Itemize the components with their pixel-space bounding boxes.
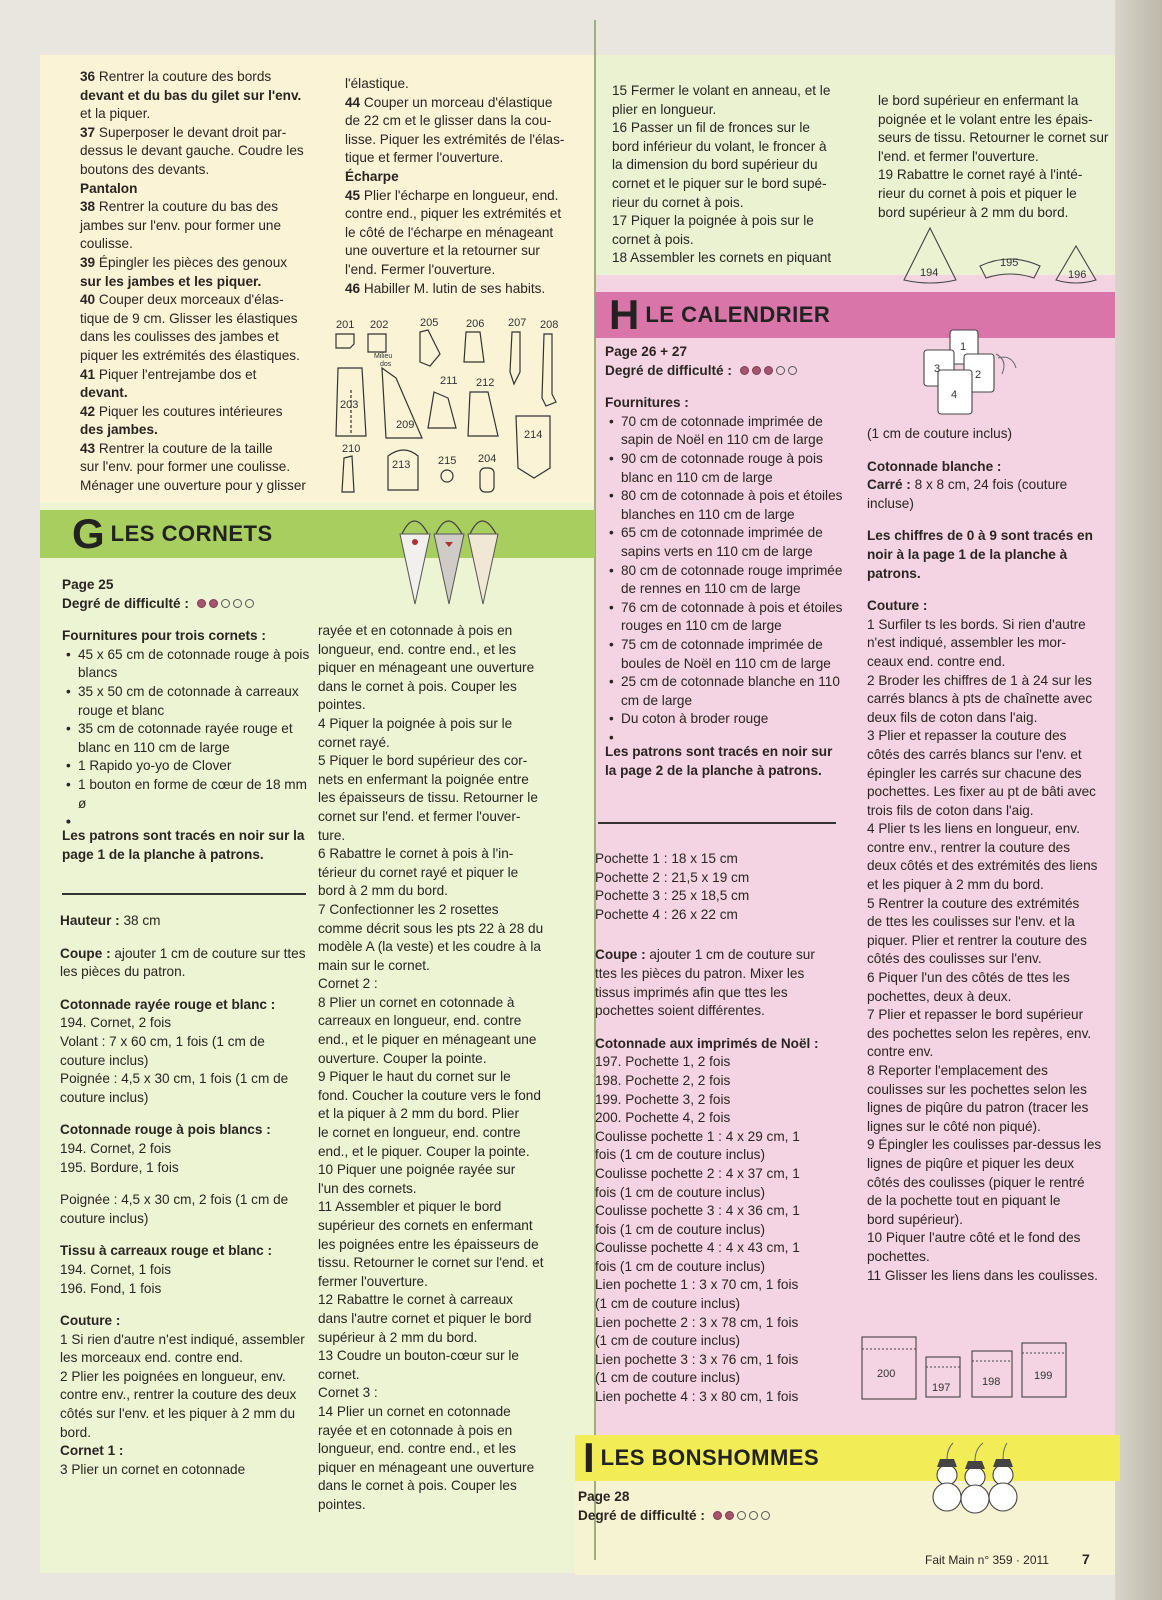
piece-label: 201 [336, 319, 355, 331]
step-text: rieur du cornet à pois et piquer le [878, 185, 1077, 201]
list-item: • 76 cm de cotonnade à pois et étoiles rouges en 110 cm de large [605, 599, 845, 636]
step-text: cornet. [318, 1366, 360, 1382]
piece-label: 204 [478, 453, 497, 465]
step-text: cornet à pois. [612, 231, 694, 247]
col3-top [612, 82, 852, 268]
h-fabric-piece: (1 cm de couture inclus) [595, 1370, 741, 1386]
step-text: de la pochette tout en piquant le [867, 1193, 1061, 1209]
difficulty-dots [713, 1507, 773, 1526]
step-text: contre env. [867, 1044, 934, 1060]
piece-label: 202 [370, 319, 389, 331]
step-text: 4 Plier ts les liens en longueur, env. [867, 821, 1080, 837]
h-carre-text: incluse) [867, 495, 914, 511]
step-text: Rentrer la couture du bas des [98, 199, 278, 215]
step-text: cornet rayé. [318, 734, 390, 750]
list-item: • 80 cm de cotonnade rouge imprimée de rennes en 110 cm de large [605, 562, 845, 599]
step-text: 14 Plier un cornet en cotonnade [318, 1403, 511, 1419]
g-fabric-title: Cotonnade rouge à pois blancs : [60, 1122, 271, 1138]
g-patrons-note: Les patrons sont tracés en noir sur la page 1 de la planche à patrons. [62, 828, 305, 862]
h-coupe-label: Coupe : [595, 947, 646, 963]
step-text: bord supérieur). [867, 1211, 963, 1227]
step-text: le cornet en longueur, end. contre [318, 1125, 521, 1141]
piece-label: 207 [508, 318, 527, 329]
step-text: n'est indiqué, assembler les mor- [867, 635, 1067, 651]
step-text: des pochettes selon les repères, env. [867, 1025, 1092, 1041]
step-text: contre env., rentrer la couture des [867, 839, 1071, 855]
step-text: lignes sur le côté non piqué). [867, 1118, 1041, 1134]
h-pochette-size: Pochette 3 : 25 x 18,5 cm [595, 888, 750, 904]
h-fabric-piece: Coulisse pochette 1 : 4 x 29 cm, 1 [595, 1128, 800, 1144]
step-text: l'élastique. [345, 76, 409, 91]
g-supplies-list [62, 646, 312, 813]
h-carre-label: Carré : [867, 477, 911, 493]
list-item: • 80 cm de cotonnade à pois et étoiles blanches en 110 cm de large [605, 487, 845, 524]
piece-label: 196 [1068, 269, 1087, 281]
step-text: 5 Piquer le bord supérieur des cor- [318, 753, 528, 769]
h-fabric-piece: Coulisse pochette 4 : 4 x 43 cm, 1 [595, 1240, 800, 1256]
step-text: dans les coulisses des jambes et [80, 329, 279, 345]
magazine-name: Fait Main n° 359 · 2011 [925, 1553, 1049, 1567]
step-text: 4 Piquer la poignée à pois sur le [318, 715, 513, 731]
difficulty-dots [740, 362, 800, 381]
h-couture-title: Couture : [867, 598, 928, 614]
g-fabric-piece: Poignée : 4,5 x 30 cm, 1 fois (1 cm de couture inclus) [60, 1071, 289, 1105]
g-fabric-piece: 194. Cornet, 2 fois [60, 1015, 172, 1031]
col2-top [345, 75, 585, 298]
h-fabric-title: Cotonnade aux imprimés de Noël : [595, 1035, 819, 1051]
page-footer [925, 1553, 1049, 1567]
h-carre-text: 8 x 8 cm, 24 fois (couture [914, 477, 1068, 493]
g-fabric-piece: 196. Fond, 1 fois [60, 1280, 162, 1296]
h-chiffres-note: noir à la page 1 de la planche à [867, 546, 1068, 562]
h-fabric-piece: Lien pochette 1 : 3 x 70 cm, 1 fois [595, 1277, 799, 1293]
step-text: le bord supérieur en enfermant la [878, 93, 1079, 108]
piece-label: 206 [466, 318, 485, 330]
g-fabric-piece: Poignée : 4,5 x 30 cm, 2 fois (1 cm de couture inclus) [60, 1192, 289, 1226]
bonshommes-illustration [925, 1435, 1035, 1515]
h-col-left [605, 343, 845, 780]
step-text: le côté de l'écharpe en ménageant [345, 224, 554, 240]
i-page-ref: Page 28 [578, 1489, 630, 1504]
step-text: tissu. Retourner le cornet sur l'end. et [318, 1255, 544, 1271]
piece-label: 214 [524, 429, 543, 441]
list-item: • Du coton à broder rouge [605, 710, 845, 729]
step-text: Plier l'écharpe en longueur, end. [363, 187, 559, 203]
list-item: • 35 cm de cotonnade rayée rouge et blanc en 110 cm de large [62, 720, 312, 757]
step-text: pointes. [318, 1496, 366, 1512]
step-text: end., et le piquer. Couper la pointe. [318, 1143, 530, 1159]
step-text: lisse. Piquer les extrémités de l'élas- [345, 131, 565, 147]
divider-rule [62, 893, 306, 895]
step-text: la dimension du bord supérieur du [612, 157, 818, 173]
piece-label: 195 [1000, 257, 1019, 269]
step-text: et les piquer à 2 mm du bord. [867, 877, 1044, 893]
subheading-echarpe: Écharpe [345, 168, 399, 184]
piece-label: 197 [932, 1382, 951, 1394]
section-h-band [595, 292, 1115, 338]
step-text: dans le cornet à pois. Couper les [318, 678, 517, 694]
step-text: Superposer le devant droit par- [98, 124, 287, 140]
g-fabric-piece: 195. Bordure, 1 fois [60, 1159, 179, 1175]
section-g-title: LES CORNETS [110, 521, 273, 546]
h-pochette-size: Pochette 1 : 18 x 15 cm [595, 851, 738, 866]
step-text: piquer les extrémités des élastiques. [80, 347, 300, 363]
cornet-pieces-diagram [900, 226, 1110, 290]
step-text: piquer en ménageant une ouverture [318, 660, 535, 676]
step-text: Piquer l'entrejambe dos et [98, 366, 257, 382]
step-text: cornet et le piquer sur le bord supé- [612, 175, 827, 191]
step-text: jambes sur l'env. pour former une [80, 217, 282, 233]
piece-label: 213 [392, 459, 411, 471]
step-text: 9 Épingler les coulisses par-dessus les [867, 1137, 1102, 1153]
g-hauteur-label: Hauteur : [60, 913, 120, 928]
step-text: 3 Plier un cornet en cotonnade [60, 1461, 246, 1477]
h-coupe-text: ajouter 1 cm de couture sur ttes les pièces du patron. Mixer les tissus imprimés afin que ttes les pochettes soient différentes. [595, 947, 815, 1019]
section-i-band [575, 1435, 1120, 1481]
piece-label: 208 [540, 319, 559, 331]
cornets-illustration [398, 512, 508, 612]
section-h-title: LE CALENDRIER [645, 302, 831, 327]
step-number: 36 [80, 69, 96, 84]
step-text: 2 Broder les chiffres de 1 à 24 sur les [867, 672, 1092, 688]
piece-label: 212 [476, 377, 495, 389]
step-text: 2 Plier les poignées en longueur, env. contre env., rentrer la couture des deux côtés sur l'env. et les piquer à 2 mm du bord. [60, 1368, 297, 1440]
step-text: tique de 9 cm. Glisser les élastiques [80, 310, 298, 326]
h-fabric-piece: Coulisse pochette 2 : 4 x 37 cm, 1 [595, 1165, 800, 1181]
step-number: 46 [345, 280, 361, 296]
step-text: coulisse. [80, 236, 133, 252]
step-number: 45 [345, 187, 361, 203]
step-text: piquer. Plier et rentrer la couture des [867, 932, 1087, 948]
section-h-letter: H [609, 291, 640, 338]
h-fournitures-title: Fournitures : [605, 395, 689, 411]
step-text: les épaisseurs de tissu. Retourner le [318, 790, 538, 806]
divider-rule [598, 822, 836, 824]
h-fabric-piece: Lien pochette 3 : 3 x 76 cm, 1 fois [595, 1351, 799, 1367]
h-fabric-piece: fois (1 cm de couture inclus) [595, 1147, 765, 1163]
step-text: rieur du cornet à pois. [612, 194, 744, 210]
step-text: Piquer les coutures intérieures [98, 403, 283, 419]
step-text: dessus le devant gauche. Coudre les [80, 143, 304, 159]
list-item: • 45 x 65 cm de cotonnade rouge à pois blancs [62, 646, 312, 683]
h-supplies-list [605, 413, 845, 729]
step-text: pochettes. Les fixer au pt de bâti avec [867, 784, 1096, 800]
h-fabric-piece: (1 cm de couture inclus) [595, 1296, 741, 1312]
list-item: • 70 cm de cotonnade imprimée de sapin de Noël en 110 cm de large [605, 413, 845, 450]
g-coupe-label: Coupe : [60, 945, 111, 961]
step-text: 8 Reporter l'emplacement des [867, 1063, 1048, 1078]
step-text: devant et du bas du gilet sur l'env. [80, 87, 302, 103]
step-text: côtés des coulisses sur l'env. [867, 951, 1042, 967]
list-item: • 65 cm de cotonnade imprimée de sapins verts en 110 cm de large [605, 524, 845, 561]
h-fabric-piece: 199. Pochette 3, 2 fois [595, 1091, 731, 1107]
h-chiffres-note: Les chiffres de 0 à 9 sont tracés en [867, 528, 1093, 544]
step-text: épingler les carrés sur chacune des [867, 765, 1082, 781]
pochette-number: 3 [934, 363, 941, 375]
step-text: des jambes. [80, 422, 158, 438]
step-text: rayée et en cotonnade à pois en [318, 623, 513, 638]
step-text: 9 Piquer le haut du cornet sur le [318, 1069, 511, 1085]
step-text: seurs de tissu. Retourner le cornet sur [878, 130, 1109, 146]
step-text: Épingler les pièces des genoux [98, 254, 288, 270]
step-text: Cornet 2 : [318, 976, 378, 992]
step-text: 18 Assembler les cornets en piquant [612, 250, 832, 266]
piece-label: 209 [396, 419, 415, 431]
piece-note: Milieu [374, 353, 393, 360]
step-text: bord inférieur du volant, le froncer à [612, 138, 827, 154]
step-text: de 22 cm et le glisser dans la cou- [345, 113, 552, 129]
step-text: pointes. [318, 697, 366, 713]
step-text: les poignées entre les épaisseurs de [318, 1236, 539, 1252]
step-number: 39 [80, 254, 96, 270]
step-text: dans l'autre cornet et piquer le bord [318, 1310, 532, 1326]
step-text: 7 Plier et repasser le bord supérieur [867, 1007, 1084, 1023]
step-text: térieur du cornet rayé et piquer le [318, 864, 519, 880]
step-text: et la piquer à 2 mm du bord. Plier [318, 1106, 519, 1122]
i-difficulty-label: Degré de difficulté : [578, 1507, 705, 1523]
h-pochette-size: Pochette 4 : 26 x 22 cm [595, 906, 738, 922]
h-pochette-size: Pochette 2 : 21,5 x 19 cm [595, 869, 750, 885]
step-text: 15 Fermer le volant en anneau, et le [612, 83, 831, 98]
step-text: 12 Rabattre le cornet à carreaux [318, 1292, 513, 1308]
pochette-number: 2 [975, 369, 982, 381]
step-text: pochettes, deux à deux. [867, 988, 1012, 1004]
step-text: longueur, end. contre end., et les [318, 641, 517, 657]
step-text: dans le cornet à pois. Couper les [318, 1478, 517, 1494]
step-text: bord à 2 mm du bord. [318, 883, 448, 899]
step-text: 5 Rentrer la couture des extrémités [867, 895, 1080, 911]
h-patrons-note: Les patrons sont tracés en noir sur la page 2 de la planche à patrons. [605, 743, 833, 778]
step-text: boutons des devants. [80, 161, 210, 177]
step-text: cornet sur l'end. et fermer l'ouver- [318, 808, 521, 824]
g-fournitures-title: Fournitures pour trois cornets : [62, 628, 266, 644]
piece-label: 215 [438, 455, 457, 467]
g-difficulty-label: Degré de difficulté : [62, 595, 189, 611]
step-text: sur les jambes et les piquer. [80, 273, 262, 289]
h-note: (1 cm de couture inclus) [867, 426, 1013, 441]
step-text: 13 Coudre un bouton-cœur sur le [318, 1348, 519, 1364]
g-col-left-specs [60, 912, 310, 1479]
step-text: 1 Si rien d'autre n'est indiqué, assembler les morceaux end. contre end. [60, 1331, 305, 1366]
piece-label: 199 [1034, 1370, 1053, 1382]
g-col-middle [318, 622, 580, 1515]
g-fabric-piece: 194. Cornet, 1 fois [60, 1261, 172, 1277]
step-text: poignée et le volant entre les épais- [878, 111, 1093, 127]
step-number: 44 [345, 94, 361, 110]
step-number: 42 [80, 403, 96, 419]
step-text: coulisses sur les pochettes selon les [867, 1081, 1087, 1097]
step-text: pochettes. [867, 1248, 930, 1264]
step-text: une ouverture et la retourner sur [345, 243, 540, 259]
step-number: 43 [80, 440, 96, 456]
h-col-right [867, 425, 1107, 1285]
step-text: Habiller M. lutin de ses habits. [363, 280, 546, 296]
step-text: fermer l'ouverture. [318, 1273, 428, 1289]
step-text: 11 Assembler et piquer le bord [318, 1199, 502, 1215]
piece-note: dos [380, 361, 392, 368]
step-text: supérieur à 2 mm du bord. [318, 1329, 478, 1345]
step-text: trois fils de coton dans l'aig. [867, 802, 1034, 818]
h-col-left-specs [595, 850, 835, 1407]
step-text: carreaux en longueur, end. contre [318, 1013, 522, 1029]
pochette-number: 1 [960, 341, 967, 353]
step-text: Couper un morceau d'élastique [363, 94, 553, 110]
step-text: Rentrer la couture des bords [98, 69, 272, 84]
step-text: 10 Piquer une poignée rayée sur [318, 1162, 516, 1178]
step-text: lignes de piqûre et piquer les deux [867, 1155, 1075, 1171]
g-fabric-piece: Volant : 7 x 60 cm, 1 fois (1 cm de couture inclus) [60, 1033, 265, 1068]
h-fabric-piece: fois (1 cm de couture inclus) [595, 1184, 765, 1200]
step-text: deux fils de coton dans l'aig. [867, 709, 1038, 725]
h-fabric-piece: (1 cm de couture inclus) [595, 1333, 741, 1349]
h-fabric-piece: 200. Pochette 4, 2 fois [595, 1110, 731, 1126]
step-text: plier en longueur. [612, 101, 717, 117]
page-number: 7 [1082, 1551, 1090, 1567]
step-text: ceaux end. contre end. [867, 653, 1006, 669]
step-text: 6 Rabattre le cornet à pois à l'in- [318, 846, 514, 862]
h-fabric-piece: fois (1 cm de couture inclus) [595, 1258, 765, 1274]
step-text: contre end., piquer les extrémités et [345, 206, 562, 222]
step-text: 7 Confectionner les 2 rosettes [318, 901, 499, 917]
step-text: modèle A (la veste) et les coudre à la [318, 939, 541, 955]
piece-label: 198 [982, 1376, 1001, 1388]
list-item: • 75 cm de cotonnade imprimée de boules de Noël en 110 cm de large [605, 636, 845, 673]
list-item: • 35 x 50 cm de cotonnade à carreaux rouge et blanc [62, 683, 312, 720]
step-text: fond. Coucher la couture vers le fond [318, 1087, 541, 1103]
subheading-pantalon: Pantalon [80, 180, 138, 196]
piece-label: 194 [920, 267, 939, 279]
step-text: l'end. Fermer l'ouverture. [345, 261, 496, 277]
step-text: 11 Glisser les liens dans les coulisses. [867, 1267, 1098, 1283]
col1-top [80, 68, 325, 496]
step-text: rayée et en cotonnade à pois en [318, 1422, 513, 1438]
step-text: lignes de piqûre du patron (tracer les [867, 1100, 1089, 1116]
step-text: ouverture. Couper la pointe. [318, 1050, 487, 1066]
list-item: • 90 cm de cotonnade rouge à pois blanc en 110 cm de large [605, 450, 845, 487]
step-text: 3 Plier et repasser la couture des [867, 728, 1067, 744]
step-text: côtés des coulisses (piquer le rentré [867, 1174, 1085, 1190]
col4-top [878, 92, 1113, 222]
step-text: main sur le cornet. [318, 957, 430, 973]
section-i-letter: I [583, 1434, 595, 1481]
section-g-band [40, 510, 595, 558]
step-text: 17 Piquer la poignée à pois sur le [612, 213, 814, 229]
page-edge [1115, 0, 1162, 1600]
step-text: l'end. et fermer l'ouverture. [878, 148, 1039, 164]
step-text: de ttes les coulisses sur l'env. et la [867, 914, 1075, 930]
h-page-ref: Page 26 + 27 [605, 344, 688, 359]
g-fabric-piece: 194. Cornet, 2 fois [60, 1140, 172, 1156]
h-fabric-piece: fois (1 cm de couture inclus) [595, 1221, 765, 1237]
step-text: piquer en ménageant une ouverture [318, 1459, 535, 1475]
piece-label: 210 [342, 443, 361, 455]
step-text: Rentrer la couture de la taille [98, 440, 273, 456]
pochettes-illustration [920, 318, 1030, 418]
h-chiffres-note: patrons. [867, 565, 921, 581]
step-text: bord supérieur à 2 mm du bord. [878, 204, 1069, 220]
section-g-letter: G [72, 510, 105, 557]
g-page-ref: Page 25 [62, 577, 114, 592]
step-text: Cornet 1 : [60, 1443, 124, 1459]
step-text: 1 Surfiler ts les bords. Si rien d'autre [867, 616, 1086, 632]
h-fabric-piece: Lien pochette 4 : 3 x 80 cm, 1 fois [595, 1389, 799, 1405]
i-col [578, 1488, 858, 1525]
step-text: et la piquer. [80, 106, 151, 122]
h-fabric-piece: 198. Pochette 2, 2 fois [595, 1072, 731, 1088]
pochette-number: 4 [951, 389, 958, 401]
step-text: Cornet 3 : [318, 1385, 378, 1401]
list-item: • 1 bouton en forme de cœur de 18 mm ø [62, 776, 312, 813]
step-number: 40 [80, 292, 96, 308]
step-text: 8 Plier un cornet en cotonnade à [318, 994, 515, 1010]
step-text: tique et fermer l'ouverture. [345, 150, 504, 166]
piece-label: 205 [420, 318, 439, 329]
list-item: • 25 cm de cotonnade blanche en 110 cm de large [605, 673, 845, 710]
step-text: 10 Piquer l'autre côté et le fond des [867, 1230, 1081, 1246]
difficulty-dots [197, 595, 257, 614]
g-hauteur-value: 38 cm [123, 913, 161, 928]
pattern-layout-diagram [332, 318, 582, 508]
g-col-left [62, 576, 312, 864]
step-text: sur l'env. pour former une coulisse. [80, 459, 291, 475]
step-text: end., et le piquer en ménageant une [318, 1032, 537, 1048]
piece-label: 211 [440, 375, 458, 387]
piece-label: 200 [877, 1368, 896, 1380]
step-number: 37 [80, 124, 96, 140]
h-fabric-piece: Coulisse pochette 3 : 4 x 36 cm, 1 [595, 1203, 800, 1219]
piece-label: 203 [340, 399, 359, 411]
h-fabric-piece: Lien pochette 2 : 3 x 78 cm, 1 fois [595, 1314, 799, 1330]
g-fabric-title: Tissu à carreaux rouge et blanc : [60, 1243, 273, 1259]
step-number: 38 [80, 199, 96, 215]
step-text: carrés blancs à pts de chaînette avec [867, 691, 1093, 707]
step-text: deux côtés et des extrémités des liens [867, 858, 1098, 874]
step-text: nets en enfermant la poignée entre [318, 771, 529, 787]
step-text: supérieur des cornets en enfermant [318, 1218, 533, 1233]
step-text: ture. [318, 827, 346, 843]
step-text: Ménager une ouverture pour y glisser [80, 478, 306, 494]
h-fabric-piece: 197. Pochette 1, 2 fois [595, 1054, 731, 1070]
pochette-pattern-diagram [860, 1333, 1080, 1413]
step-text: Couper deux morceaux d'élas- [98, 292, 284, 308]
step-text: devant. [80, 385, 128, 401]
step-text: 6 Piquer l'un des côtés de ttes les [867, 970, 1070, 986]
step-text: 16 Passer un fil de fronces sur le [612, 120, 810, 136]
step-text: côtés des carrés blancs sur l'env. et [867, 746, 1082, 762]
step-text: longueur, end. contre end., et les [318, 1441, 517, 1457]
h-fabric-title: Cotonnade blanche : [867, 458, 1002, 474]
list-item: • 1 Rapido yo-yo de Clover [62, 757, 312, 776]
g-coupe-text: ajouter 1 cm de couture sur ttes les pièces du patron. [60, 945, 306, 980]
step-text: l'un des cornets. [318, 1180, 417, 1196]
step-text: 19 Rabattre le cornet rayé à l'inté- [878, 167, 1083, 183]
g-fabric-title: Cotonnade rayée rouge et blanc : [60, 996, 276, 1012]
step-text: comme décrit sous les pts 22 à 28 du [318, 920, 544, 936]
step-number: 41 [80, 366, 96, 382]
h-difficulty-label: Degré de difficulté : [605, 362, 732, 378]
g-couture-title: Couture : [60, 1313, 121, 1329]
section-i-title: LES BONSHOMMES [600, 1445, 820, 1470]
